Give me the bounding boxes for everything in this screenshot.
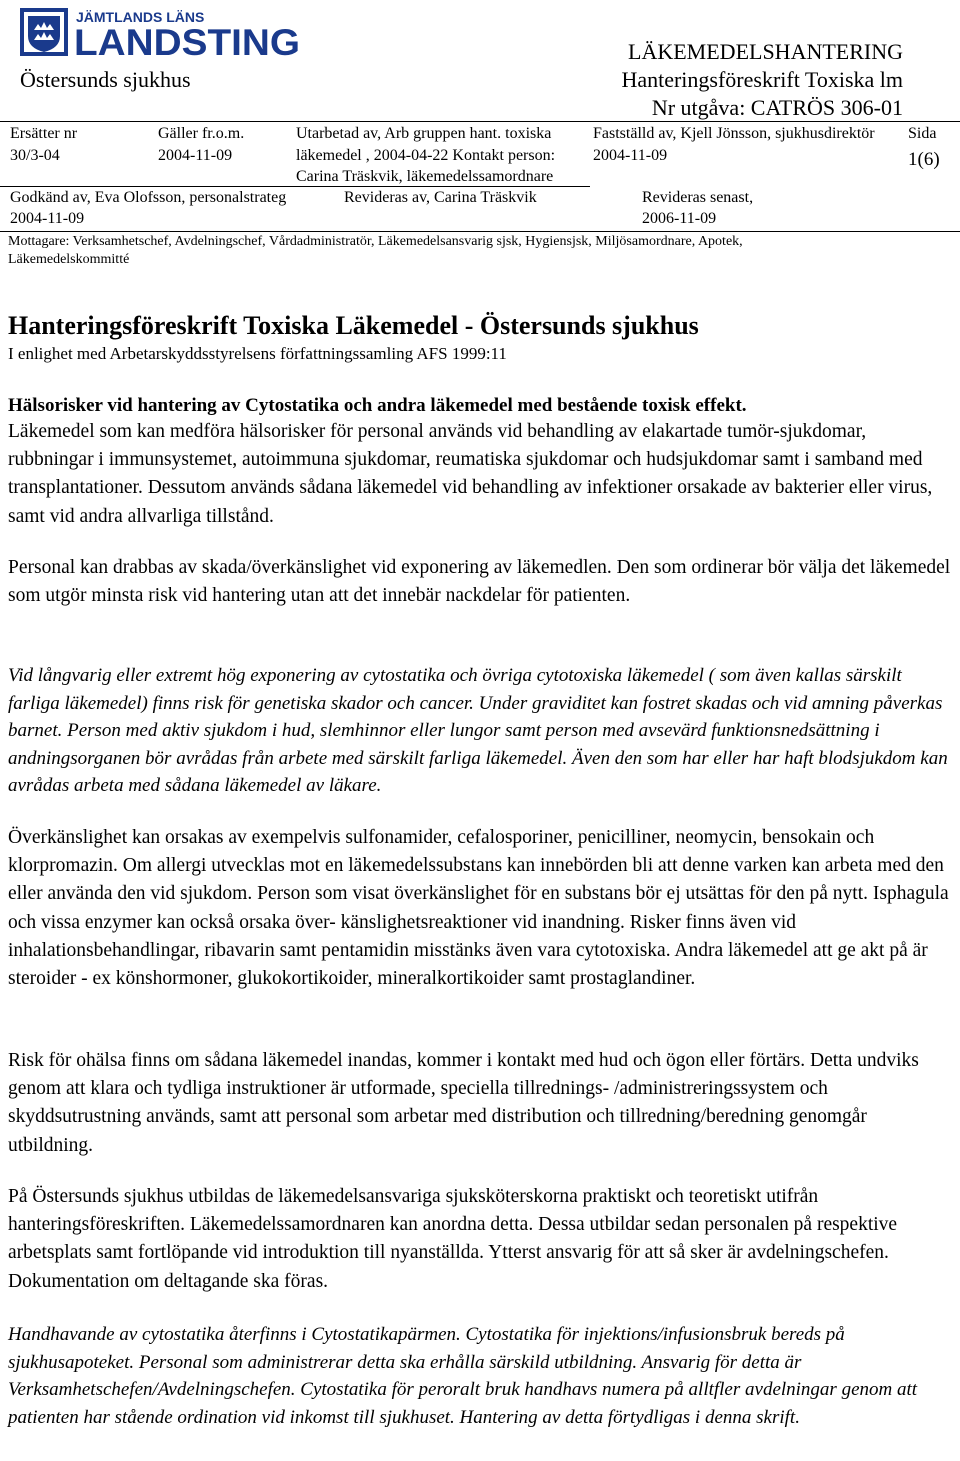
utarbetad-line-3: Carina Träskvik, läkemedelssamordnare — [296, 168, 554, 185]
svg-text:JÄMTLANDS LÄNS: JÄMTLANDS LÄNS — [76, 9, 205, 25]
revideras-senast-date: 2006-11-09 — [642, 210, 717, 227]
meta-bottom-divider — [0, 231, 960, 232]
svg-text:LANDSTING: LANDSTING — [74, 22, 300, 62]
header-divider — [0, 121, 960, 122]
godkand-label: Godkänd av, Eva Olofsson, personalstrateg — [10, 189, 287, 206]
ersatter-value: 30/3-04 — [10, 147, 60, 164]
paragraph-2: Personal kan drabbas av skada/överkänslighet vid exponering av läkemedlen. Den som ordinerar bör välja det läkemedel som utgör minsta risk vid hantering utan att det innebär nackdelar för patienten. — [8, 557, 951, 607]
sida-value: 1(6) — [908, 149, 940, 170]
paragraph-6: På Östersunds sjukhus utbildas de läkemedelsansvariga sjuksköterskorna praktiskt och teoretiskt utifrån hanteringsföreskriften. Läkemedelssamordnaren kan anordna detta. Dessa utbildar sedan personalen på respektive arbetsplats samt fortlöpande vid introduktion till nyanställda. Ytterst ansvarig för att så sker är avdelningschefen. Dokumentation om deltagande ska föras. — [8, 1186, 898, 1292]
galler-label: Gäller fr.o.m. — [158, 125, 245, 142]
document-name: Hanteringsföreskrift Toxiska lm — [621, 67, 903, 92]
paragraph-3: Vid långvarig eller extremt hög exponering av cytostatika och övriga cytotoxiska läkemedel ( som även kallas särskilt farliga läkemedel) finns risk för genetiska skador och cancer. Under graviditet kan fostret skadas och vid amning påverkas barnet. Person med aktiv sjukdom i hud, slemhinnor eller lungor samt person med avsevärd funktionsnedsättning i andningsorganen bör avrådas från arbete med särskilt farliga läkemedel. Även den som har eller har haft blodsjukdom kan avrådas arbeta med sådana läkemedel av läkare. — [8, 665, 948, 797]
paragraph-7: Handhavande av cytostatika återfinns i Cytostatikapärmen. Cytostatika för injektions/infusionsbruk bereds på sjukhusapoteket. Personal som administrerar detta ska erhålla särskild utbildning. Ansvarig för detta är Verksamhetschefen/Avdelningschefen. Cytostatika för peroralt bruk handhavs numera på alltfler avdelningar genom att patienten har stående ordination vid inkomst till sjukhuset. Hantering av detta förtydligas i denna skrift. — [8, 1324, 918, 1428]
document-subtitle: I enlighet med Arbetarskyddsstyrelsens författningssamling AFS 1999:11 — [8, 344, 507, 363]
document-title: Hanteringsföreskrift Toxiska Läkemedel - Östersunds sjukhus — [8, 311, 699, 340]
utarbetad-line-2: läkemedel , 2004-04-22 Kontakt person: — [296, 147, 556, 164]
revideras-av: Revideras av, Carina Träskvik — [344, 189, 537, 206]
galler-value: 2004-11-09 — [158, 147, 233, 164]
godkand-date: 2004-11-09 — [10, 210, 85, 227]
hospital-name: Östersunds sjukhus — [20, 67, 191, 92]
paragraph-5: Risk för ohälsa finns om sådana läkemedel inandas, kommer i kontakt med hud och ögon eller förtärs. Detta undviks genom att klara och tydliga instruktioner är utformade, speciella tillrednings- /administreringssystem och skyddsutrustning används, samt att personal som arbetar med distribution och tillredning/beredning genomgår utbildning. — [8, 1050, 919, 1156]
paragraph-1: Läkemedel som kan medföra hälsorisker för personal används vid behandling av elakartade tumör-sjukdomar, rubbningar i immunsystemet, autoimmuna sjukdomar, reumatiska sjukdomar och hudsjukdomar samt i samband med transplantationer. Dessutom används sådana läkemedel vid behandling av infektioner orsakade av bakterier eller virus, samt vid andra allvarliga tillstånd. — [8, 421, 933, 527]
section-heading: Hälsorisker vid hantering av Cytostatika och andra läkemedel med bestående toxisk effekt. — [8, 395, 747, 416]
mottagare-line-2: Läkemedelskommitté — [8, 252, 130, 267]
mottagare-line-1: Mottagare: Verksamhetschef, Avdelningschef, Vårdadministratör, Läkemedelsansvarig sjsk, Hygiensjsk, Miljösamordnare, Apotek, — [8, 234, 743, 249]
document-number: Nr utgåva: CATRÖS 306-01 — [651, 95, 903, 120]
sida-label: Sida — [908, 125, 937, 142]
landsting-logo — [20, 8, 302, 62]
logo-graphic — [20, 8, 302, 62]
ersatter-label: Ersätter nr — [10, 125, 78, 142]
utarbetad-line-1: Utarbetad av, Arb gruppen hant. toxiska — [296, 125, 552, 142]
faststalld-date: 2004-11-09 — [593, 147, 668, 164]
revideras-senast-label: Revideras senast, — [642, 189, 754, 206]
faststalld-label: Fastställd av, Kjell Jönsson, sjukhusdirektör — [593, 125, 875, 142]
paragraph-4: Överkänslighet kan orsakas av exempelvis sulfonamider, cefalosporiner, penicilliner, neomycin, bensokain och klorpromazin. Om allergi utvecklas mot en läkemedelssubstans kan innebörden bli att denne varken kan arbeta med den eller använda den vid sjukdom. Person som visat överkänslighet för en substans bör ej utsättas för den på nytt. Isphagula och vissa enzymer kan också orsaka över- känslighetsreaktioner vid inandning. Risker finns även vid inhalationsbehandlingar, ribavarin samt pentamidin misstänks även vara cytotoxiska. Andra läkemedel att ge akt på är steroider - ex könshormoner, glukokortikoider, mineralkortikoider samt prostaglandiner. — [8, 827, 949, 990]
department-title: LÄKEMEDELSHANTERING — [628, 39, 903, 64]
